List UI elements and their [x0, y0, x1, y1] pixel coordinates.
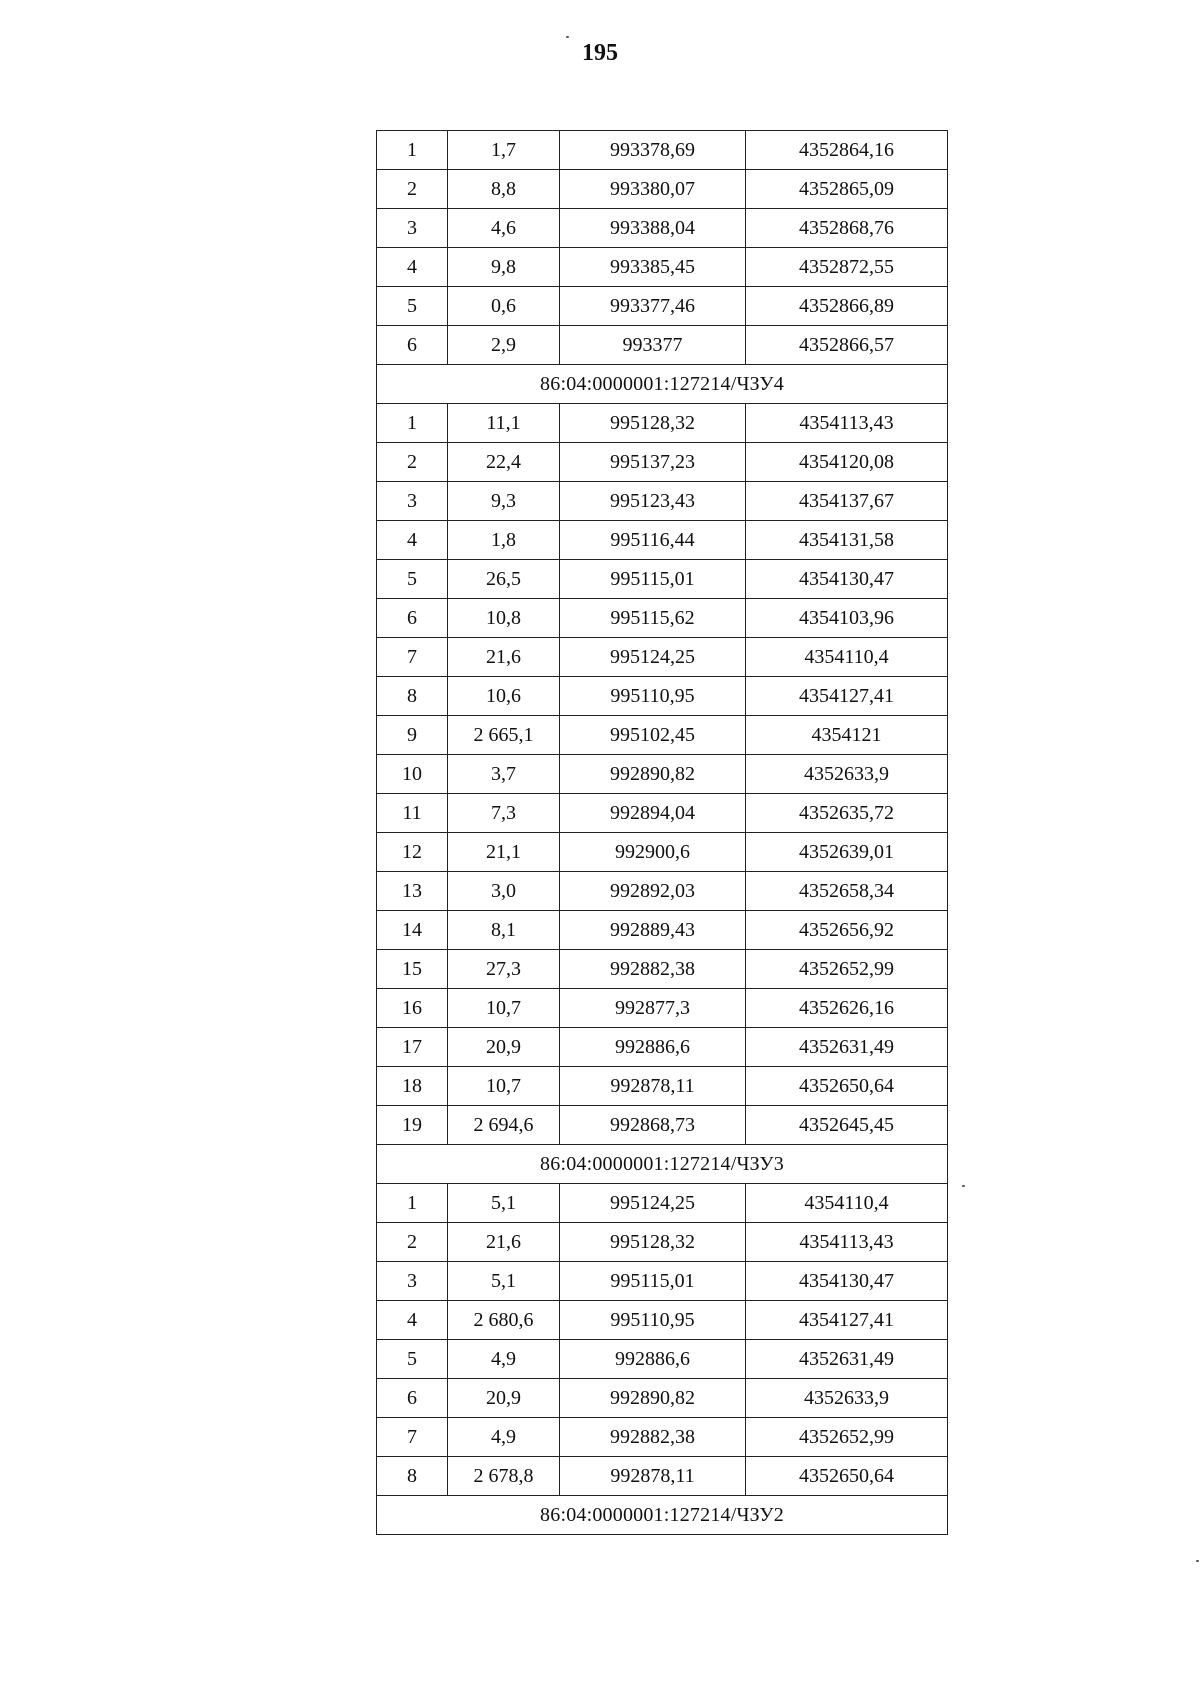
y-coordinate-cell: 4352872,55	[746, 248, 948, 287]
y-coordinate-cell: 4354127,41	[746, 1301, 948, 1340]
length-cell: 21,1	[448, 833, 560, 872]
y-coordinate-cell: 4354127,41	[746, 677, 948, 716]
table-row	[377, 248, 948, 287]
x-coordinate-cell: 992900,6	[560, 833, 746, 872]
length-cell: 3,0	[448, 872, 560, 911]
table-row	[377, 677, 948, 716]
x-coordinate-cell: 995124,25	[560, 638, 746, 677]
table-row	[377, 716, 948, 755]
table-row	[377, 443, 948, 482]
y-coordinate-cell: 4354120,08	[746, 443, 948, 482]
point-number-cell: 5	[377, 560, 448, 599]
y-coordinate-cell: 4352626,16	[746, 989, 948, 1028]
length-cell: 20,9	[448, 1379, 560, 1418]
length-cell: 7,3	[448, 794, 560, 833]
parcel-number-heading: 86:04:0000001:127214/ЧЗУ3	[377, 1145, 948, 1184]
y-coordinate-cell: 4352866,89	[746, 287, 948, 326]
point-number-cell: 7	[377, 1418, 448, 1457]
x-coordinate-cell: 992882,38	[560, 1418, 746, 1457]
x-coordinate-cell: 995137,23	[560, 443, 746, 482]
point-number-cell: 6	[377, 326, 448, 365]
table-row	[377, 1340, 948, 1379]
y-coordinate-cell: 4352652,99	[746, 1418, 948, 1457]
length-cell: 11,1	[448, 404, 560, 443]
y-coordinate-cell: 4352652,99	[746, 950, 948, 989]
x-coordinate-cell: 992886,6	[560, 1028, 746, 1067]
length-cell: 1,8	[448, 521, 560, 560]
x-coordinate-cell: 992889,43	[560, 911, 746, 950]
table-row	[377, 131, 948, 170]
table-row	[377, 1262, 948, 1301]
point-number-cell: 4	[377, 1301, 448, 1340]
y-coordinate-cell: 4354137,67	[746, 482, 948, 521]
coordinates-table	[376, 130, 948, 1535]
length-cell: 10,6	[448, 677, 560, 716]
point-number-cell: 13	[377, 872, 448, 911]
point-number-cell: 2	[377, 170, 448, 209]
parcel-number-heading: 86:04:0000001:127214/ЧЗУ4	[377, 365, 948, 404]
y-coordinate-cell: 4352864,16	[746, 131, 948, 170]
length-cell: 2 680,6	[448, 1301, 560, 1340]
point-number-cell: 12	[377, 833, 448, 872]
point-number-cell: 4	[377, 248, 448, 287]
table-row	[377, 326, 948, 365]
length-cell: 5,1	[448, 1184, 560, 1223]
y-coordinate-cell: 4352650,64	[746, 1457, 948, 1496]
x-coordinate-cell: 992882,38	[560, 950, 746, 989]
x-coordinate-cell: 992890,82	[560, 1379, 746, 1418]
y-coordinate-cell: 4352633,9	[746, 755, 948, 794]
y-coordinate-cell: 4352645,45	[746, 1106, 948, 1145]
x-coordinate-cell: 993377,46	[560, 287, 746, 326]
x-coordinate-cell: 992878,11	[560, 1457, 746, 1496]
table-row	[377, 911, 948, 950]
x-coordinate-cell: 992877,3	[560, 989, 746, 1028]
length-cell: 8,1	[448, 911, 560, 950]
y-coordinate-cell: 4352865,09	[746, 170, 948, 209]
length-cell: 2 694,6	[448, 1106, 560, 1145]
x-coordinate-cell: 995123,43	[560, 482, 746, 521]
y-coordinate-cell: 4352639,01	[746, 833, 948, 872]
y-coordinate-cell: 4352633,9	[746, 1379, 948, 1418]
y-coordinate-cell: 4352650,64	[746, 1067, 948, 1106]
x-coordinate-cell: 995102,45	[560, 716, 746, 755]
point-number-cell: 5	[377, 287, 448, 326]
point-number-cell: 16	[377, 989, 448, 1028]
table-row	[377, 1106, 948, 1145]
coordinates-table-body	[377, 131, 948, 1535]
length-cell: 1,7	[448, 131, 560, 170]
scan-speck	[962, 1185, 965, 1187]
table-row	[377, 872, 948, 911]
table-row	[377, 1184, 948, 1223]
table-row	[377, 521, 948, 560]
y-coordinate-cell: 4354110,4	[746, 638, 948, 677]
y-coordinate-cell: 4354110,4	[746, 1184, 948, 1223]
x-coordinate-cell: 992868,73	[560, 1106, 746, 1145]
x-coordinate-cell: 993388,04	[560, 209, 746, 248]
y-coordinate-cell: 4354113,43	[746, 1223, 948, 1262]
length-cell: 10,7	[448, 989, 560, 1028]
length-cell: 3,7	[448, 755, 560, 794]
length-cell: 10,8	[448, 599, 560, 638]
point-number-cell: 1	[377, 1184, 448, 1223]
x-coordinate-cell: 995124,25	[560, 1184, 746, 1223]
table-row	[377, 599, 948, 638]
x-coordinate-cell: 992890,82	[560, 755, 746, 794]
table-row	[377, 560, 948, 599]
point-number-cell: 11	[377, 794, 448, 833]
y-coordinate-cell: 4352656,92	[746, 911, 948, 950]
y-coordinate-cell: 4354130,47	[746, 560, 948, 599]
section-heading-row	[377, 365, 948, 404]
length-cell: 2 678,8	[448, 1457, 560, 1496]
length-cell: 21,6	[448, 638, 560, 677]
length-cell: 21,6	[448, 1223, 560, 1262]
table-row	[377, 482, 948, 521]
table-row	[377, 638, 948, 677]
length-cell: 2,9	[448, 326, 560, 365]
length-cell: 27,3	[448, 950, 560, 989]
x-coordinate-cell: 995110,95	[560, 677, 746, 716]
x-coordinate-cell: 992894,04	[560, 794, 746, 833]
x-coordinate-cell: 993380,07	[560, 170, 746, 209]
point-number-cell: 19	[377, 1106, 448, 1145]
point-number-cell: 3	[377, 1262, 448, 1301]
page-number: 195	[582, 40, 618, 66]
table-row	[377, 170, 948, 209]
x-coordinate-cell: 993385,45	[560, 248, 746, 287]
scan-speck	[566, 36, 569, 38]
x-coordinate-cell: 993378,69	[560, 131, 746, 170]
x-coordinate-cell: 995128,32	[560, 404, 746, 443]
point-number-cell: 6	[377, 599, 448, 638]
table-row	[377, 1418, 948, 1457]
x-coordinate-cell: 995116,44	[560, 521, 746, 560]
length-cell: 5,1	[448, 1262, 560, 1301]
length-cell: 22,4	[448, 443, 560, 482]
point-number-cell: 7	[377, 638, 448, 677]
y-coordinate-cell: 4352635,72	[746, 794, 948, 833]
point-number-cell: 10	[377, 755, 448, 794]
point-number-cell: 6	[377, 1379, 448, 1418]
x-coordinate-cell: 995115,62	[560, 599, 746, 638]
x-coordinate-cell: 995115,01	[560, 1262, 746, 1301]
y-coordinate-cell: 4354121	[746, 716, 948, 755]
length-cell: 9,3	[448, 482, 560, 521]
table-row	[377, 1301, 948, 1340]
table-row	[377, 209, 948, 248]
point-number-cell: 18	[377, 1067, 448, 1106]
length-cell: 9,8	[448, 248, 560, 287]
table-row	[377, 1067, 948, 1106]
table-row	[377, 1379, 948, 1418]
x-coordinate-cell: 992886,6	[560, 1340, 746, 1379]
point-number-cell: 3	[377, 209, 448, 248]
table-row	[377, 989, 948, 1028]
y-coordinate-cell: 4352866,57	[746, 326, 948, 365]
x-coordinate-cell: 992878,11	[560, 1067, 746, 1106]
parcel-number-heading: 86:04:0000001:127214/ЧЗУ2	[377, 1496, 948, 1535]
point-number-cell: 8	[377, 1457, 448, 1496]
y-coordinate-cell: 4352658,34	[746, 872, 948, 911]
length-cell: 20,9	[448, 1028, 560, 1067]
x-coordinate-cell: 995115,01	[560, 560, 746, 599]
point-number-cell: 9	[377, 716, 448, 755]
y-coordinate-cell: 4354130,47	[746, 1262, 948, 1301]
length-cell: 4,9	[448, 1418, 560, 1457]
length-cell: 4,6	[448, 209, 560, 248]
length-cell: 10,7	[448, 1067, 560, 1106]
scan-speck	[1196, 1560, 1199, 1562]
table-row	[377, 833, 948, 872]
table-row	[377, 287, 948, 326]
table-row	[377, 755, 948, 794]
length-cell: 0,6	[448, 287, 560, 326]
point-number-cell: 15	[377, 950, 448, 989]
table-row	[377, 950, 948, 989]
table-row	[377, 404, 948, 443]
y-coordinate-cell: 4352631,49	[746, 1028, 948, 1067]
y-coordinate-cell: 4352868,76	[746, 209, 948, 248]
section-heading-row	[377, 1145, 948, 1184]
length-cell: 26,5	[448, 560, 560, 599]
x-coordinate-cell: 995110,95	[560, 1301, 746, 1340]
point-number-cell: 8	[377, 677, 448, 716]
point-number-cell: 17	[377, 1028, 448, 1067]
y-coordinate-cell: 4354113,43	[746, 404, 948, 443]
point-number-cell: 5	[377, 1340, 448, 1379]
y-coordinate-cell: 4352631,49	[746, 1340, 948, 1379]
table-row	[377, 1028, 948, 1067]
table-row	[377, 794, 948, 833]
length-cell: 2 665,1	[448, 716, 560, 755]
table-row	[377, 1223, 948, 1262]
point-number-cell: 4	[377, 521, 448, 560]
point-number-cell: 2	[377, 443, 448, 482]
point-number-cell: 3	[377, 482, 448, 521]
x-coordinate-cell: 995128,32	[560, 1223, 746, 1262]
point-number-cell: 1	[377, 131, 448, 170]
y-coordinate-cell: 4354131,58	[746, 521, 948, 560]
y-coordinate-cell: 4354103,96	[746, 599, 948, 638]
point-number-cell: 2	[377, 1223, 448, 1262]
x-coordinate-cell: 992892,03	[560, 872, 746, 911]
point-number-cell: 1	[377, 404, 448, 443]
length-cell: 4,9	[448, 1340, 560, 1379]
section-heading-row	[377, 1496, 948, 1535]
x-coordinate-cell: 993377	[560, 326, 746, 365]
point-number-cell: 14	[377, 911, 448, 950]
table-row	[377, 1457, 948, 1496]
length-cell: 8,8	[448, 170, 560, 209]
